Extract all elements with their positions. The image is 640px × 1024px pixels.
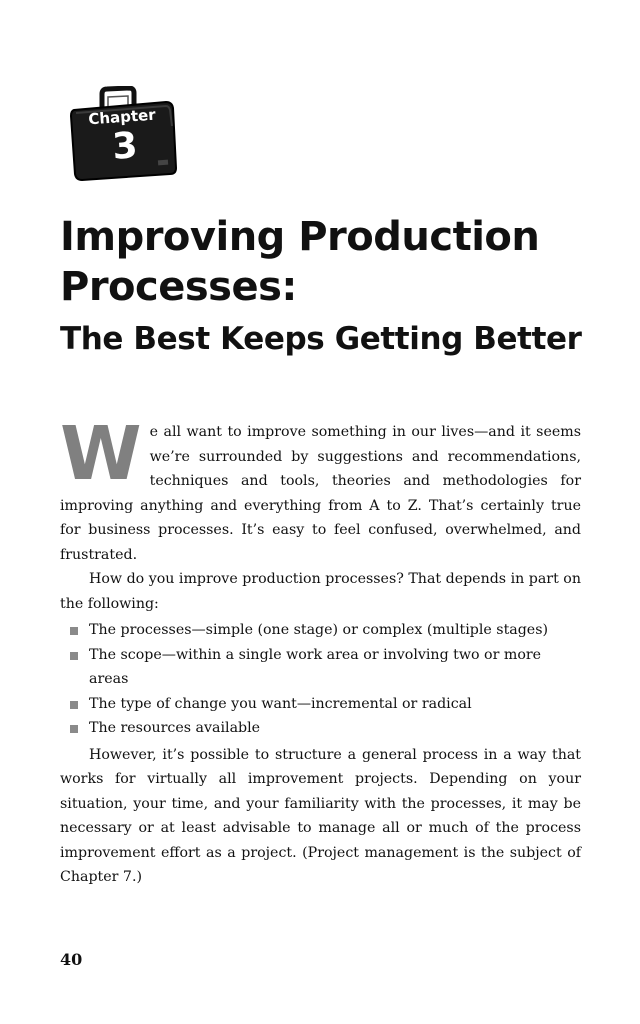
square-bullet-icon [70, 701, 78, 709]
bullet-text: The scope—within a single work area or involving two or more areas [89, 646, 542, 687]
square-bullet-icon [70, 627, 78, 635]
square-bullet-icon [70, 725, 78, 733]
paragraph-3: However, it’s possible to structure a general process in a way that works for virtually all improvement projects. Depending on your situation, your time, and your familiarity with the processes, it may be necessary or at least advisable to manage all or much of the process improvement effort as a project. (Project management is the subject of Chapter 7.) [60, 746, 581, 885]
bullet-text: The type of change you want—incremental or radical [89, 695, 472, 712]
paragraph-2: How do you improve production processes? That depends in part on the following: [60, 571, 581, 612]
bullet-text: The processes—simple (one stage) or complex (multiple stages) [89, 622, 549, 638]
chapter-title: Improving Production Processes: [60, 214, 540, 310]
intro-text: e all want to improve something in our lives—and it seems we’re surrounded by suggestions and recommendations, techniques and tools, theories and methodologies for improving anything and everything from A to Z. That’s certainly true for business processes. It’s easy to feel confused, overwhelmed, and frustrated. [60, 424, 581, 563]
square-bullet-icon [70, 652, 78, 660]
drop-cap: W [60, 411, 142, 497]
chapter-badge [66, 86, 178, 184]
chapter-label: Chapter [87, 105, 157, 129]
bullet-item [60, 716, 581, 741]
chapter-subtitle: The Best Keeps Getting Better [60, 321, 582, 357]
chapter-body [60, 411, 581, 890]
bullet-list [60, 618, 581, 741]
bullet-text: The resources available [89, 720, 261, 736]
page-number: 40 [60, 950, 83, 969]
intro-paragraph [60, 411, 581, 567]
bullet-item [60, 692, 581, 717]
bullet-item [60, 643, 581, 692]
chapter-number: 3 [111, 125, 139, 168]
bullet-item [60, 618, 581, 643]
